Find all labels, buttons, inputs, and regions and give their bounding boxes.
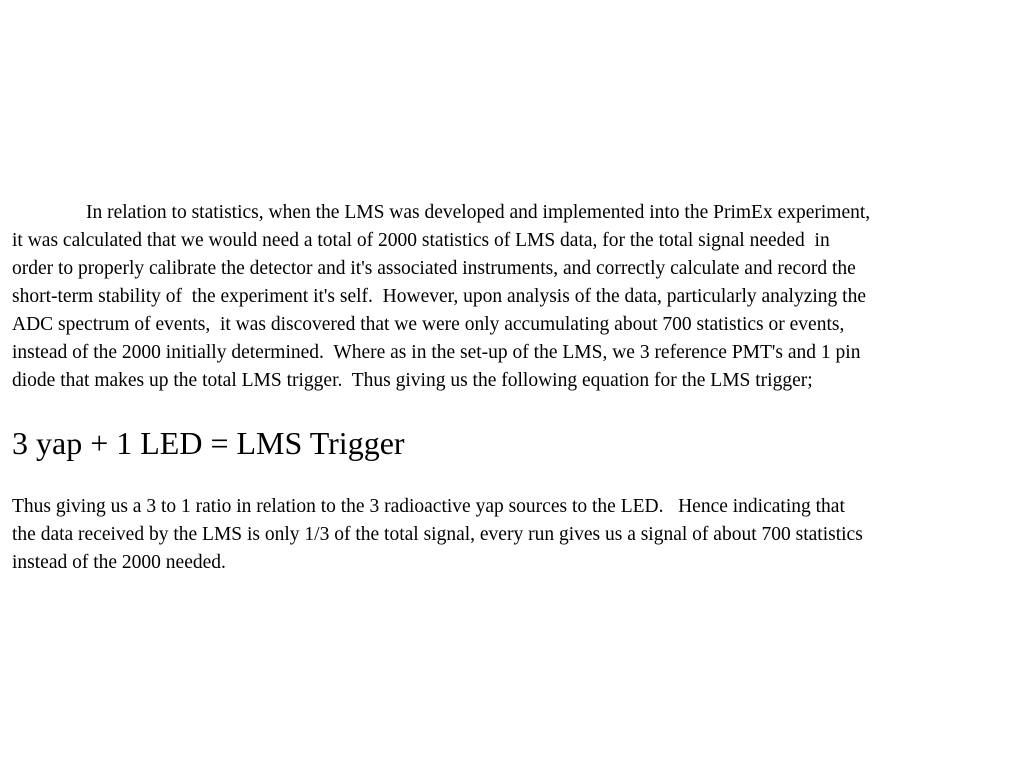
paragraph-1-line: short-term stability of the experiment it's self. However, upon analysis of the data, particularly analyzing the: [12, 286, 866, 307]
paragraph-2-line: instead of the 2000 needed.: [12, 552, 226, 573]
trigger-equation: 3 yap + 1 LED = LMS Trigger: [12, 425, 405, 461]
paragraph-2-line: the data received by the LMS is only 1/3 of the total signal, every run gives us a signal of about 700 statistics: [12, 524, 863, 545]
paragraph-1-line: it was calculated that we would need a total of 2000 statistics of LMS data, for the total signal needed in: [12, 230, 830, 251]
paragraph-1-line: ADC spectrum of events, it was discovered that we were only accumulating about 700 statistics or events,: [12, 314, 845, 335]
paragraph-1-line: diode that makes up the total LMS trigger. Thus giving us the following equation for the LMS trigger;: [12, 370, 813, 391]
paragraph-1-line: instead of the 2000 initially determined. Where as in the set-up of the LMS, we 3 reference PMT's and 1 pin: [12, 342, 861, 363]
paragraph-2-line: Thus giving us a 3 to 1 ratio in relation to the 3 radioactive yap sources to the LED. Hence indicating that: [12, 496, 845, 517]
paragraph-1-line: In relation to statistics, when the LMS was developed and implemented into the PrimEx experiment,: [86, 202, 871, 223]
paragraph-1-line: order to properly calibrate the detector and it's associated instruments, and correctly calculate and record the: [12, 258, 856, 279]
